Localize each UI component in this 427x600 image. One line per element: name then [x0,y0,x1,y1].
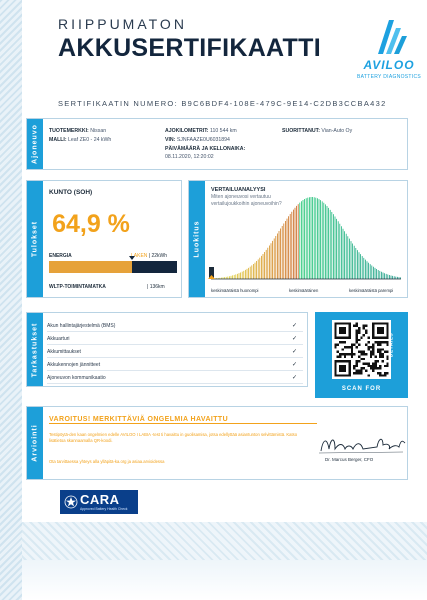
certificate-number: SERTIFIKAATIN NUMERO: B9C6BDF4-108E-479C-9E14-C2DB3CCBA432 [58,99,387,108]
assessment-section-label: Arviointi [31,424,39,462]
datetime-value: 08.11.2020, 12:20:02 [165,154,214,160]
datetime-label [165,146,245,153]
inspections-section-label: Tarkastukset [31,322,39,377]
performer-field [282,128,352,135]
checkmark-icon: ✓ [291,336,297,342]
soh-panel [26,180,182,298]
warning-divider [49,423,317,424]
header-subtitle: RIIPPUMATON [58,16,187,32]
vehicle-section [26,118,408,170]
cara-subtitle: Approved Battery Health Check [80,507,128,511]
soh-bar-fill [49,261,132,273]
performer-value: Vian-Auto Oy [321,128,353,134]
aviloo-logo [356,14,422,86]
cara-star-icon [64,495,78,509]
analysis-panel [188,180,408,298]
checkmark-icon: ✓ [291,349,297,355]
odometer-label: AJOKILOMETRIT: [165,128,209,134]
cara-wordmark: CARA [80,492,120,507]
qr-panel[interactable] [315,312,408,398]
soh-bar-marker [129,256,135,260]
check-item [47,346,303,358]
energy-value-prefix: LAKEN [131,253,148,259]
aviloo-mark-icon [356,14,422,58]
check-item-label: Ajoneuvon kommunikaatio [47,375,106,381]
results-section-tab [27,181,43,297]
qr-details-label: DETAILS [388,332,395,358]
page-title: AKKUSERTIFIKAATTI [58,34,321,62]
check-item [47,320,303,332]
check-item [47,359,303,371]
analysis-section-label: Luokitus [193,220,201,258]
energy-value-suffix: | 22kWh [148,253,168,259]
inspections-section-tab [27,313,43,386]
model-label: MALLI: [49,137,67,143]
checkmark-icon: ✓ [291,375,297,381]
check-item-label: Akun hallintajärjestelmä (BMS) [47,323,116,329]
checkmark-icon: ✓ [291,323,297,329]
analysis-title: VERTAILUANALYYSI [211,187,266,193]
axis-label-worse: keskimääräistä huonompi [211,288,259,293]
check-item [47,372,303,384]
cara-badge [60,490,138,514]
analysis-section-tab [189,181,205,297]
left-pattern-strip [0,0,22,600]
make-field [49,128,106,135]
vehicle-section-tab [27,119,43,169]
axis-label-average: keskimääräinen [289,288,319,293]
vin-value: SJNFAAZE0U6031894 [176,137,230,143]
model-field [49,137,111,144]
checkmark-icon: ✓ [291,362,297,368]
warning-text: Testipöytä-den kaan ongelmien edelle AVILOO I LABIA -test ti havaittu in guolisamisa, jotsa edellyttää asiantunton selvittämistä. Katso lisätietoa skannaamalla QR-koodi. [49,432,298,444]
analysis-description: Miten ajoneuvosi vertautuu vertailujoukkoihin ajoneuvoihin? [211,194,282,207]
warning-note: Ota tarvittaessa yhteys alla ylläpitä-ka.org ja asiaa.arvioidessa [49,459,165,464]
qr-code[interactable] [332,320,391,379]
results-section-label: Tulokset [31,220,39,258]
assessment-section [26,406,408,480]
check-item-label: Akkumittaukset [47,349,81,355]
distribution-curve [215,197,401,279]
check-item-label: Akkukennojen jännitteet [47,362,101,368]
inspections-panel [26,312,308,387]
make-label: TUOTEMERKKI: [49,128,89,134]
check-item [47,333,303,345]
soh-value: 64,9 % [52,210,130,238]
model-value: Leaf ZE0 - 24 kWh [68,137,112,143]
check-item-label: Akkuarturi [47,336,70,342]
make-value: Nissan [90,128,107,134]
wltp-label: WLTP-TOIMINTAMATKA [49,284,106,290]
soh-bar [49,261,177,273]
odometer-value: 110 544 km [209,128,237,134]
logo-wordmark: AVILOO [363,58,415,72]
logo-tagline: BATTERY DIAGNOSTICS [356,74,422,80]
datetime-label-text: PÄIVÄMÄÄRÄ JA KELLONAIKA: [165,146,246,152]
wltp-value: | 136km [147,284,165,290]
axis-label-better: keskimääräistä parempi [349,288,394,293]
vin-field [165,137,230,144]
energy-value [131,253,167,259]
odometer-field [165,128,237,135]
performer-label: SUORITTANUT: [282,128,320,134]
signer-name: Dr. Marcus Berger, CFO [325,457,374,462]
qr-scan-label: SCAN FOR [341,386,382,392]
assessment-section-tab [27,407,43,479]
bottom-fade [22,560,427,600]
vehicle-section-label: Ajoneuvo [31,124,39,164]
warning-title: VAROITUS! MERKITTÄVIÄ ONGELMIA HAVAITTU [49,416,229,423]
energy-label: ENERGIA [49,253,72,259]
signature-image [317,431,407,457]
soh-title: KUNTO (SOH) [49,189,93,196]
vin-label: VIN: [165,137,176,143]
